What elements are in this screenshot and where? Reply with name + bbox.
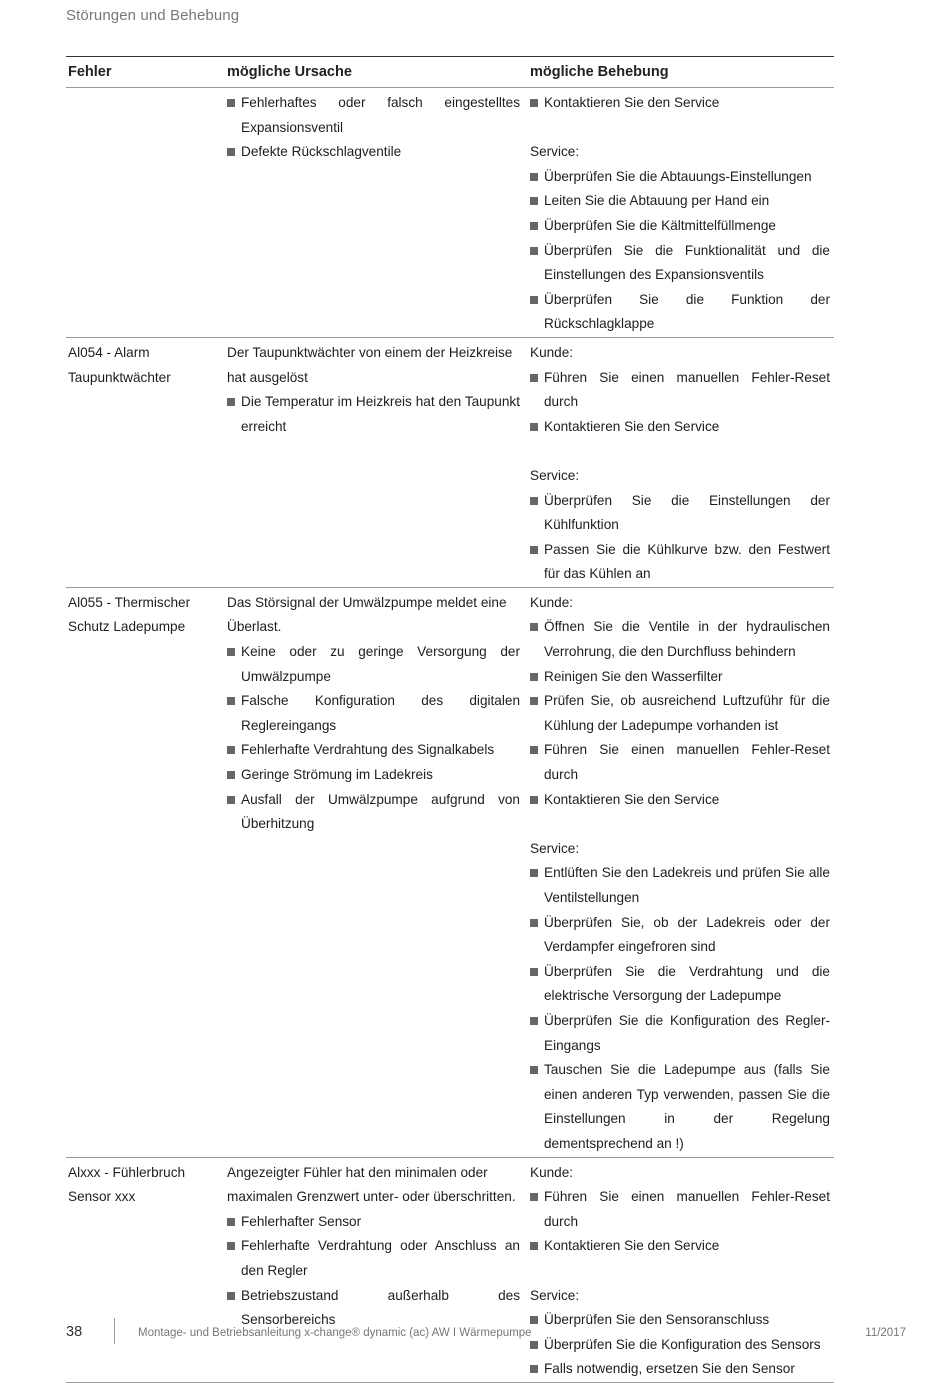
square-bullet-icon xyxy=(530,99,538,107)
bullet-text: Überprüfen Sie die Kältmittelfüllmenge xyxy=(544,217,776,233)
bullet-text: Fehlerhaftes oder falsch eingestelltes Expansionsventil xyxy=(241,95,520,135)
cell-text: Service: xyxy=(530,840,580,856)
square-bullet-icon xyxy=(227,746,235,754)
table-row xyxy=(66,1158,834,1383)
bullet-item xyxy=(227,140,520,165)
spacer xyxy=(530,439,830,464)
square-bullet-icon xyxy=(530,1193,538,1201)
bullet-text: Überprüfen Sie den Sensoranschluss xyxy=(544,1312,770,1328)
bullet-item xyxy=(227,763,520,788)
table-row xyxy=(66,88,834,338)
square-bullet-icon xyxy=(530,423,538,431)
square-bullet-icon xyxy=(530,1316,538,1324)
bullet-item xyxy=(227,788,520,837)
bullet-item xyxy=(530,366,830,415)
square-bullet-icon xyxy=(530,374,538,382)
cell-text: Service: xyxy=(530,1287,580,1303)
cell-text: Das Störsignal der Umwälzpumpe meldet eine Überlast. xyxy=(227,594,507,635)
cell-text: Kunde: xyxy=(530,1164,574,1180)
cause-cell xyxy=(222,1158,524,1382)
bullet-item xyxy=(530,165,830,190)
spacer xyxy=(530,1259,830,1284)
bullet-text: Ausfall der Umwälzpumpe aufgrund von Überhitzung xyxy=(241,791,520,832)
cell-text: Angezeigter Fühler hat den minimalen oder maximalen Grenzwert unter- oder überschritten. xyxy=(227,1164,516,1205)
bullet-item xyxy=(530,911,830,960)
bullet-item xyxy=(530,960,830,1009)
fault-cell xyxy=(66,88,222,337)
square-bullet-icon xyxy=(227,1218,235,1226)
square-bullet-icon xyxy=(227,648,235,656)
bullet-text: Kontaktieren Sie den Service xyxy=(544,791,720,807)
footer-divider xyxy=(114,1318,115,1344)
bullet-text: Führen Sie einen manuellen Fehler-Reset durch xyxy=(544,369,830,410)
bullet-text: Passen Sie die Kühlkurve bzw. den Festwert für das Kühlen an xyxy=(544,541,830,582)
bullet-item xyxy=(530,189,830,214)
square-bullet-icon xyxy=(227,398,235,406)
square-bullet-icon xyxy=(530,497,538,505)
bullet-item xyxy=(227,1284,520,1333)
cell-text: Kunde: xyxy=(530,344,574,360)
bullet-text: Keine oder zu geringe Versorgung der Umwälzpumpe xyxy=(241,644,520,684)
bullet-item xyxy=(530,1009,830,1058)
square-bullet-icon xyxy=(530,623,538,631)
bullet-item xyxy=(227,91,520,140)
remedy-cell xyxy=(524,1158,834,1382)
bullet-item xyxy=(530,1357,830,1382)
bullet-text: Entlüften Sie den Ladekreis und prüfen Sie alle Ventilstellungen xyxy=(544,865,830,905)
bullet-text: Falls notwendig, ersetzen Sie den Sensor xyxy=(544,1361,795,1377)
square-bullet-icon xyxy=(530,296,538,304)
bullet-text: Geringe Strömung im Ladekreis xyxy=(241,767,433,783)
bullet-item xyxy=(530,1308,830,1333)
spacer xyxy=(530,812,830,837)
square-bullet-icon xyxy=(530,222,538,230)
square-bullet-icon xyxy=(530,697,538,705)
bullet-item xyxy=(227,738,520,763)
bullet-item xyxy=(530,239,830,288)
remedy-cell xyxy=(524,88,834,337)
page-header: Störungen und Behebung xyxy=(66,7,240,24)
bullet-item xyxy=(530,1185,830,1234)
bullet-item xyxy=(530,214,830,239)
square-bullet-icon xyxy=(530,1017,538,1025)
bullet-item xyxy=(530,1058,830,1156)
bullet-text: Betriebszustand außerhalb des Sensorbereichs xyxy=(241,1287,520,1328)
square-bullet-icon xyxy=(530,1066,538,1074)
bullet-text: Kontaktieren Sie den Service xyxy=(544,418,720,434)
bullet-text: Kontaktieren Sie den Service xyxy=(544,95,720,110)
square-bullet-icon xyxy=(530,673,538,681)
table-body xyxy=(66,88,834,1383)
square-bullet-icon xyxy=(227,1242,235,1250)
column-header-fault: Fehler xyxy=(68,63,112,80)
square-bullet-icon xyxy=(530,919,538,927)
bullet-text: Leiten Sie die Abtauung per Hand ein xyxy=(544,193,770,209)
table-row xyxy=(66,338,834,588)
bullet-text: Falsche Konfiguration des digitalen Reglereingangs xyxy=(241,693,520,733)
square-bullet-icon xyxy=(530,796,538,804)
bullet-item xyxy=(530,689,830,738)
page-number: 38 xyxy=(66,1324,83,1340)
column-header-cause: mögliche Ursache xyxy=(227,63,352,80)
bullet-item xyxy=(530,288,830,337)
square-bullet-icon xyxy=(227,771,235,779)
square-bullet-icon xyxy=(227,796,235,804)
bullet-text: Öffnen Sie die Ventile in der hydraulischen Verrohrung, die den Durchfluss behindern xyxy=(544,619,830,660)
square-bullet-icon xyxy=(530,173,538,181)
bullet-item xyxy=(227,640,520,689)
bullet-text: Prüfen Sie, ob ausreichend Luftzuführ für die Kühlung der Ladepumpe vorhanden ist xyxy=(544,693,830,733)
bullet-item xyxy=(530,1333,830,1358)
square-bullet-icon xyxy=(530,968,538,976)
cause-cell xyxy=(222,588,524,1157)
bullet-item xyxy=(530,538,830,587)
bullet-item xyxy=(227,390,520,439)
bullet-item xyxy=(530,788,830,813)
bullet-text: Überprüfen Sie die Funktion der Rückschlagklappe xyxy=(544,291,830,332)
cell-text: Kunde: xyxy=(530,594,574,610)
bullet-text: Überprüfen Sie die Konfiguration des Sensors xyxy=(544,1336,821,1352)
table-header-row xyxy=(66,57,834,88)
bullet-item xyxy=(227,689,520,738)
square-bullet-icon xyxy=(530,197,538,205)
bullet-text: Überprüfen Sie die Funktionalität und die Einstellungen des Expansionsventils xyxy=(544,242,830,283)
square-bullet-icon xyxy=(530,1341,538,1349)
square-bullet-icon xyxy=(530,869,538,877)
fault-cell: Al054 - Alarm Taupunktwächter xyxy=(68,344,171,385)
bullet-text: Defekte Rückschlagventile xyxy=(241,144,402,160)
bullet-item xyxy=(530,665,830,690)
fault-cell: Al055 - Thermischer Schutz Ladepumpe xyxy=(68,594,191,635)
bullet-text: Fehlerhafte Verdrahtung oder Anschluss an den Regler xyxy=(241,1238,520,1278)
cause-cell xyxy=(222,88,524,337)
fault-cell: Alxxx - Fühlerbruch Sensor xxx xyxy=(68,1164,186,1205)
fault-table xyxy=(66,56,834,1383)
bullet-item xyxy=(530,861,830,910)
square-bullet-icon xyxy=(227,697,235,705)
remedy-cell xyxy=(524,588,834,1157)
square-bullet-icon xyxy=(530,546,538,554)
document-title: Montage- und Betriebsanleitung x-change® dynamic (ac) AW I Wärmepumpe xyxy=(138,1327,532,1339)
bullet-text: Fehlerhafte Verdrahtung des Signalkabels xyxy=(241,742,495,758)
bullet-text: Kontaktieren Sie den Service xyxy=(544,1238,720,1254)
bullet-item xyxy=(530,489,830,538)
square-bullet-icon xyxy=(227,148,235,156)
bullet-text: Führen Sie einen manuellen Fehler-Reset durch xyxy=(544,1189,830,1229)
remedy-cell xyxy=(524,338,834,587)
table-row xyxy=(66,588,834,1158)
bullet-item xyxy=(530,91,830,116)
bullet-text: Überprüfen Sie die Einstellungen der Kühlfunktion xyxy=(544,492,830,533)
square-bullet-icon xyxy=(530,247,538,255)
bullet-item xyxy=(530,615,830,664)
square-bullet-icon xyxy=(227,99,235,107)
bullet-item xyxy=(227,1234,520,1283)
square-bullet-icon xyxy=(530,1365,538,1373)
bullet-text: Überprüfen Sie die Verdrahtung und die elektrische Versorgung der Ladepumpe xyxy=(544,963,830,1004)
bullet-text: Führen Sie einen manuellen Fehler-Reset durch xyxy=(544,742,830,783)
spacer xyxy=(530,116,830,141)
bullet-text: Fehlerhafter Sensor xyxy=(241,1213,362,1229)
bullet-text: Überprüfen Sie die Konfiguration des Regler-Eingangs xyxy=(544,1012,830,1053)
square-bullet-icon xyxy=(227,1292,235,1300)
bullet-text: Überprüfen Sie die Abtauungs-Einstellungen xyxy=(544,168,812,184)
bullet-text: Die Temperatur im Heizkreis hat den Taupunkt erreicht xyxy=(241,394,520,434)
document-date: 11/2017 xyxy=(865,1327,906,1339)
bullet-item xyxy=(227,1210,520,1235)
bullet-item xyxy=(530,415,830,440)
square-bullet-icon xyxy=(530,746,538,754)
bullet-text: Überprüfen Sie, ob der Ladekreis oder der Verdampfer eingefroren sind xyxy=(544,914,830,955)
cell-text: Service: xyxy=(530,144,580,160)
bullet-item xyxy=(530,738,830,787)
cause-cell xyxy=(222,338,524,587)
bullet-text: Reinigen Sie den Wasserfilter xyxy=(544,668,723,684)
bullet-text: Tauschen Sie die Ladepumpe aus (falls Sie einen anderen Typ verwenden, passen Sie die Einstellungen in der Regelung dementsprechend an !) xyxy=(544,1062,830,1151)
column-header-remedy: mögliche Behebung xyxy=(530,63,669,80)
cell-text: Service: xyxy=(530,467,580,483)
cell-text: Der Taupunktwächter von einem der Heizkreise hat ausgelöst xyxy=(227,344,513,385)
square-bullet-icon xyxy=(530,1242,538,1250)
bullet-item xyxy=(530,1234,830,1259)
